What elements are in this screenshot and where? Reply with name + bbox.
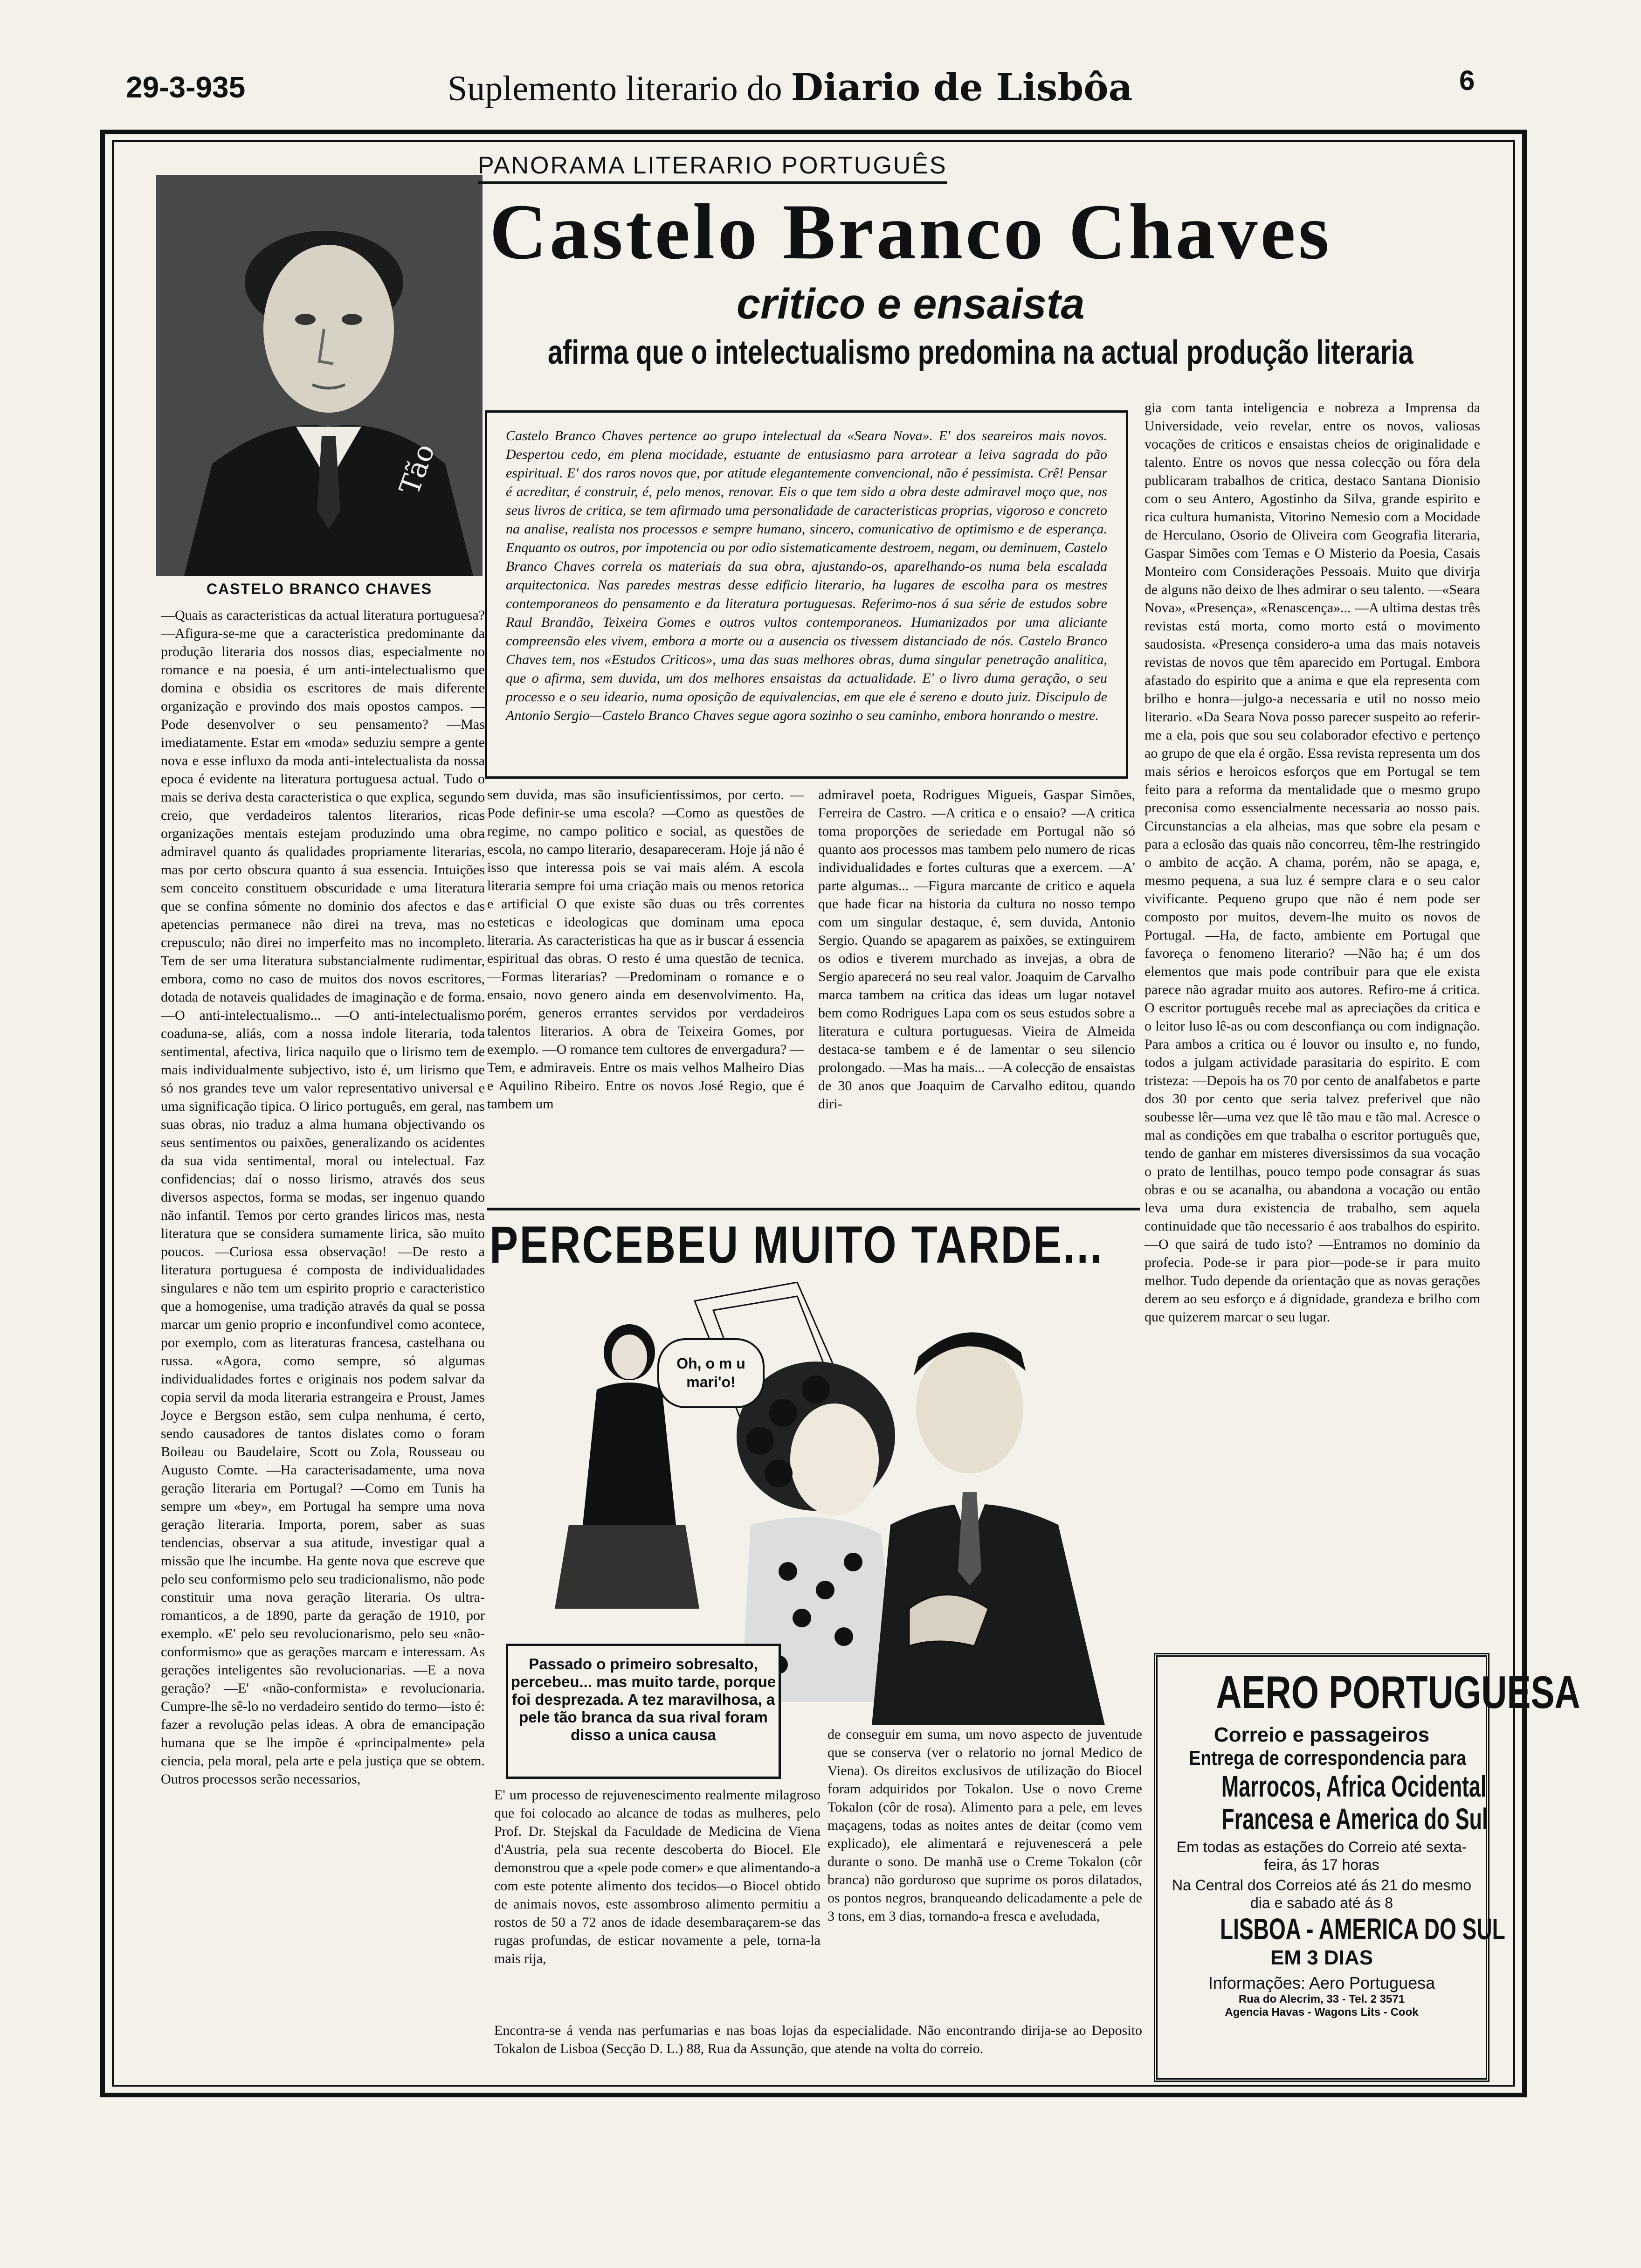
issue-date: 29-3-935 (126, 70, 246, 104)
article-column-2: sem duvida, mas são insuficientissimos, por certo. —Pode definir-se uma escola? —Como as questões de regime, no campo politico e social, as questões de escola, no campo literario, desapareceram. Hoje já não é isso que interessa pois se vai mais além. A escola literaria sempre foi uma criação mais ou menos retorica e artificial O que existe são duas ou três correntes esteticas e ideologicas que dominam uma epoca literaria. As caracteristicas ha que as ir buscar á essencia espiritual das obras. O resto é uma questão de tecnica. —Formas literarias? —Predominam o romance e o ensaio, novo genero ainda em desenvolvimento. Ha, porém, generos errantes servidos por verdadeiros talentos literarios. A obra de Teixeira Gomes, por exemplo. —O romance tem cultores de envergadura? —Tem, e admiraveis. Entre os mais velhos Malheiro Dias e Aquilino Ribeiro. Entre os novos José Regio, que é tambem um (487, 787, 804, 1112)
photo-caption: CASTELO BRANCO CHAVES (206, 581, 433, 597)
aero-line-10: Rua do Alecrim, 33 - Tel. 2 3571 (1238, 1993, 1405, 2005)
advert-footer-text: Encontra-se á venda nas perfumarias e nas boas lojas da especialidade. Não encontrando dirija-se ao Deposito Tokalon de Lisboa (Secção D. L.) 88, Rua da Assunção, que atende na volta do correio. (494, 2023, 1142, 2056)
advert-headline: PERCEBEU MUITO TARDE... (490, 1216, 1104, 1274)
aero-title: AERO PORTUGUESA (1216, 1666, 1580, 1718)
article-column-1: —Quais as caracteristicas da actual literatura portuguesa? —Afigura-se-me que a caracteristica predominante da produção literaria dos nossos dias, especialmente no romance e na poesia, é um anti-intelectualismo que domina e obsidia os escritores de mais diferente organização e provindo dos mais opostos campos. —Pode desenvolver o seu pensamento? —Mas imediatamente. Estar em «moda» seduziu sempre a gente nova e esse influxo da moda anti-intelectualista da nossa epoca é evidente na literatura portuguesa actual. Tudo o mais se deriva desta caracteristica o que explica, segundo creio, que verdadeiros talentos literarios, ricas organizações mentais estejam produzindo uma obra admiravel quanto ás qualidades propriamente literarias, mas por certo obscura quanto á sua essencia. Intuições sem conceito constituem obscuridade e uma literatura que se confina sómente no dominio dos afectos e das apetencias permanece não direi na treva, mas no crepusculo; não direi no imperfeito mas no incompleto. Tem de ser uma literatura substancialmente rudimentar, embora, como no caso de muitos dos novos escritores, dotada de notaveis qualidades de imaginação e de forma. —O anti-intelectualismo... —O anti-intelectualismo coaduna-se, aliás, com a nossa indole literaria, toda sentimental, afectiva, lirica naquilo que o lirismo tem de mais individualmente subjectivo, isto é, um lirismo que só nos grandes teve um valor representativo universal e uma significação tipica. O lirico português, em geral, nas suas obras, nio traduz a alma humana objectivando os seus sentimentos ou paixões, generalizando os acidentes da sua vida sentimental, moral ou intelectual. Faz confidencias; daí o nosso lirismo, através dos seus diversos aspectos, forma se modas, ser ingenuo quando não infantil. Temos por certo grandes liricos mas, nesta literatura que se considera sumamente lirica, são muito poucos. —Curiosa essa observação! —De resto a literatura portuguesa é composta de individualidades singulares e não tem um espirito proprio e caracteristico que a homogenise, uma tradição através da qual se possa marcar um genio proprio e inconfundivel como acontece, por exemplo, com as literaturas francesa, castelhana ou russa. «Agora, como sempre, só algumas individualidades fortes e originais nos podem salvar da copia servil da moda literaria estrangeira e Proust, James Joyce e Bergson estão, sem culpa nenhuma, é certo, sendo causadores de tantos dislates como o foram Boileau ou Baudelaire, Scott ou Zola, Rousseau ou Augusto Comte. —Ha caracterisadamente, uma nova geração literaria em Portugal? —Como em Tunis ha sempre um «bey», em Portugal ha sempre uma nova geração literaria. Importa, porem, saber as suas tendencias, observar a sua atitude, investigar qual a missão que lhe incumbe. Ha gente nova que escreve que pelo seu conformismo pelo seu tradicionalismo, não pode constituir uma nova geração literaria. Os ultra-romanticos, a de 1890, parte da geração de 1910, por exemplo. «E' pelo seu revolucionarismo, pelo seu «não-conformismo» que as gerações marcam e interessam. As gerações inteligentes são revolucionarias. —E a nova geração? —E' «não-conformista» e revolucionaria. Cumpre-lhe sê-lo no verdadeiro sentido do termo—isto é: fazer a revolução pelas ideas. A obra de emancipação humana que se lhe impõe é «principalmente» pela ciencia, pela moral, pela arte e pela justiça que se obtem. Outros processos serão necessarios, (161, 608, 485, 1787)
article-column-3: admiravel poeta, Rodrigues Migueis, Gaspar Simões, Ferreira de Castro. —A critica e o ensaio? —A critica toma proporções de seriedade em Portugal não só quanto aos processos mas tambem pelo numero de ricas individualidades e fortes culturas que a exercem. —A' parte algumas... —Figura marcante de critico e aquela que hade ficar na historia da cultura no nosso tempo com um singular destaque, é, sem duvida, Antonio Sergio. Quando se apagarem as paixões, se extinguirem os odios e tiverem murchado as invejas, a obra de Sergio aparecerá no seu real valor. Joaquim de Carvalho marca tambem na critica das ideas um lugar notavel bem como Rodrigues Lapa com os seus estudos sobre a literatura e cultura portuguesas. Vieira de Almeida destaca-se tambem e é de lamentar o seu silencio prolongado. —Mas ha mais... —A colecção de ensaistas de 30 anos que Joaquim de Carvalho editou, quando diri- (818, 787, 1135, 1112)
aero-line-2: Entrega de correspondencia para (1189, 1747, 1466, 1770)
section-kicker: PANORAMA LITERARIO PORTUGUÊS (478, 152, 947, 184)
advert-speech-bubble: Oh, o m u mari'o! (657, 1338, 765, 1408)
aero-line-11: Agencia Havas - Wagons Lits - Cook (1225, 2006, 1419, 2019)
aero-line-5: Em todas as estações do Correio até sexta-feira, ás 17 horas (1176, 1839, 1467, 1873)
portrait-photo (156, 175, 483, 576)
article-deck: afirma que o intelectualismo predomina na actual produção literaria (548, 334, 1413, 371)
aero-line-3: Marrocos, Africa Ocidental (1221, 1770, 1487, 1803)
aero-line-1: Correio e passageiros (1214, 1723, 1430, 1746)
page-number: 6 (1459, 65, 1475, 96)
aero-line-4: Francesa e America do Sul (1221, 1802, 1488, 1836)
advert-column-b: de conseguir em suma, um novo aspecto de juventude que se conserva (ver o relatorio no jornal Medico de Viena). Os direitos exclusivos de utilização do Biocel foram adquiridos por Tokalon. Use o novo Creme Tokalon (côr de rosa). Alimento para a pele, em leves maçagens, todas as noites antes de deitar (como vem explicado), ele alimentará e rejuvenescerá a pele durante o sono. De manhã use o Creme Tokalon (côr branca) não gorduroso que suprime os poros dilatados, os pontos negros, branqueando delicadamente a pele de 3 tons, em 3 dias, tornando-a fresca e aveludada, (827, 1727, 1142, 1924)
article-headline: Castelo Branco Chaves (490, 188, 1332, 276)
advert-rule-top (487, 1208, 1140, 1210)
masthead-title (448, 65, 1132, 109)
masthead-prefix: Suplemento literario do (448, 69, 782, 108)
aero-line-9: Informações: Aero Portuguesa (1208, 1973, 1435, 1992)
paper-name: Diario de Lisbôa (791, 65, 1133, 109)
advert-caption-box: Passado o primeiro sobresalto, percebeu... mas muito tarde, porque foi desprezada. A tez maravilhosa, a pele tão branca da sua rival foram disso a unica causa (506, 1644, 781, 1779)
svg-text:Tão: Tão (393, 439, 441, 499)
article-subhead: critico e ensaista (737, 280, 1085, 328)
advert-column-a: E' um processo de rejuvenescimento realmente milagroso que foi colocado ao alcance de todas as mulheres, pelo Prof. Dr. Stejskal da Faculdade de Medicina de Viena d'Austria, pela sua recente descoberta do Biocel. Ele demonstrou que a «pele pode comer» e que alimentando-a com este potente alimento dos tecidos—o Biocel obtido de animais novos, este assombroso alimento permitiu a rostos de 50 a 72 anos de idade desembaraçarem-se das rugas profundas, de esticar novamente a pele, torna-la mais rija, (494, 1787, 820, 1966)
aero-line-7: LISBOA - AMERICA DO SUL (1220, 1912, 1505, 1946)
article-column-4: gia com tanta inteligencia e nobreza a Imprensa da Universidade, veio revelar, entre os novos, valiosas vocações de criticos e ensaistas cheios de originalidade e talento. Entre os novos que nessa colecção ou fóra dela publicaram trabalhos de critica, destaco Santana Dionisio com o seu Antero, Agostinho da Silva, grande espirito e rica cultura humanista, Vitorino Nemesio com a Mocidade de Herculano, Osorio de Oliveira com Geografia literaria, Gaspar Simões com Temas e O Misterio da Poesia, Casais Monteiro com Considerações Pessoais. Muito que divirja de alguns não deixo de lhes admirar o seu talento. —«Seara Nova», «Presença», «Renascença»... —A ultima destas três revistas está morta, como morto está o movimento saudosista. «Presença considero-a uma das mais notaveis revistas de novos que têm aparecido em Portugal. Embora afastado do espirito que a anima e que ela representa com brilho e honra—julgo-a necessaria e util no nosso meio literario. «Da Seara Nova posso parecer suspeito ao referir-me a ela, pois que sou seu colaborador efectivo e pertenço ao grupo de que ela é orgão. Essa revista representa um dos mais sérios e heroicos esforços que em Portugal se tem feito para a reforma da mentalidade que o mesmo grupo preconisa como essencialmente necessaria ao nosso pais. Circunstancias a ela alheias, mas que sobre ela pesam e para a eclosão das quais não concorreu, têm-lhe restringido o ambito de acção. A chama, porém, não se apaga, e, mesmo pequena, a sua luz é sempre clara e o seu calor vivificante. Pequeno grupo que não é nem pode ser composto por muitos, devem-lhe muito os novos de Portugal. —Ha, de facto, ambiente em Portugal que favoreça o fenomeno literario? —Não ha; é um dos elementos que mais pode contribuir para que ele exista parece não agradar muito aos autores. Refiro-me á critica. O escritor português recebe mal as apreciações da critica e o leitor luso lê-as ou com desconfiança ou com indignação. Para ambos a critica ou é louvor ou insulto e, no fundo, todos a julgam actividade parasitaria do espirito. E com tristeza: —Depois ha os 70 por cento de analfabetos e parte dos 30 por cento que seria talvez preferivel que não soubesse lêr—uma vez que lê tão mau e tão mal. Acresce o mal as condições em que trabalha o escritor português que, tendo de ganhar em misteres diversissimos da sua vocação o prato de lentilhas, pouco tempo pode consagrar ás suas obras e ou se acanalha, ou abandona a vocação ou então leva uma dura existencia de trabalho, sem aquela continuidade que tão necessario é aos trabalhos do espirito. —O que sairá de tudo isto? —Entramos no dominio da profecia. Pode-se ir para pior—pode-se ir para muito melhor. Tudo depende da orientação que as novas gerações derem ao seu esforço e á dignidade, grandeza e brilho com que quizerem marcar o seu lugar. (1145, 400, 1480, 1325)
aero-line-8: EM 3 DIAS (1270, 1946, 1373, 1969)
aero-line-6: Na Central dos Correios até ás 21 do mesmo dia e sabado até ás 8 (1172, 1877, 1472, 1911)
aero-portuguesa-advert (1154, 1653, 1580, 2082)
article-intro-box: Castelo Branco Chaves pertence ao grupo intelectual da «Seara Nova». E' dos seareiros mais novos. Despertou cedo, em plena mocidade, estuante de entusiasmo para arrotear a leiva sagrada do pão espiritual. E' dos raros novos que, por atitude elegantemente convencional, não é pessimista. Crê! Pensar é acreditar, é construir, é, pelo menos, renovar. Eis o que tem sido a obra deste admiravel moço que, nos seus livros de critica, se tem afirmado uma personalidade de caracteristicas proprias, vigoroso e concreto na analise, realista nos processos e sempre humano, sincero, comunicativo de optimismo e de esperança. Enquanto os outros, por impotencia ou por odio sistematicamente destroem, negam, ou deminuem, Castelo Branco Chaves correla os materiais da sua obra, ajustando-os, aparelhando-os numa bela escalada arquitectonica. Nas paredes mestras desse edificio literario, ha lugares de escolha para os mestres contemporaneos do pensamento e da literatura portuguesas. Referimo-nos á sua série de estudos sobre Raul Brandão, Teixeira Gomes e outros vultos contemporaneos. Humanizados por uma aliciante compreensão eles vivem, embora a morte ou a ausencia os tivessem distanciado de nós. Castelo Branco Chaves tem, nos «Estudos Criticos», uma das suas melhores obras, duma singular penetração analitica, que o afirma, sem duvida, um dos melhores ensaistas da actualidade. E' o livro duma geração, o seu processo e o seu ideario, numa oposição de equivalencias, em que ele é sereno e douto juiz. Discipulo de Antonio Sergio—Castelo Branco Chaves segue agora sozinho o seu caminho, embora honrando o mestre. (485, 410, 1128, 779)
